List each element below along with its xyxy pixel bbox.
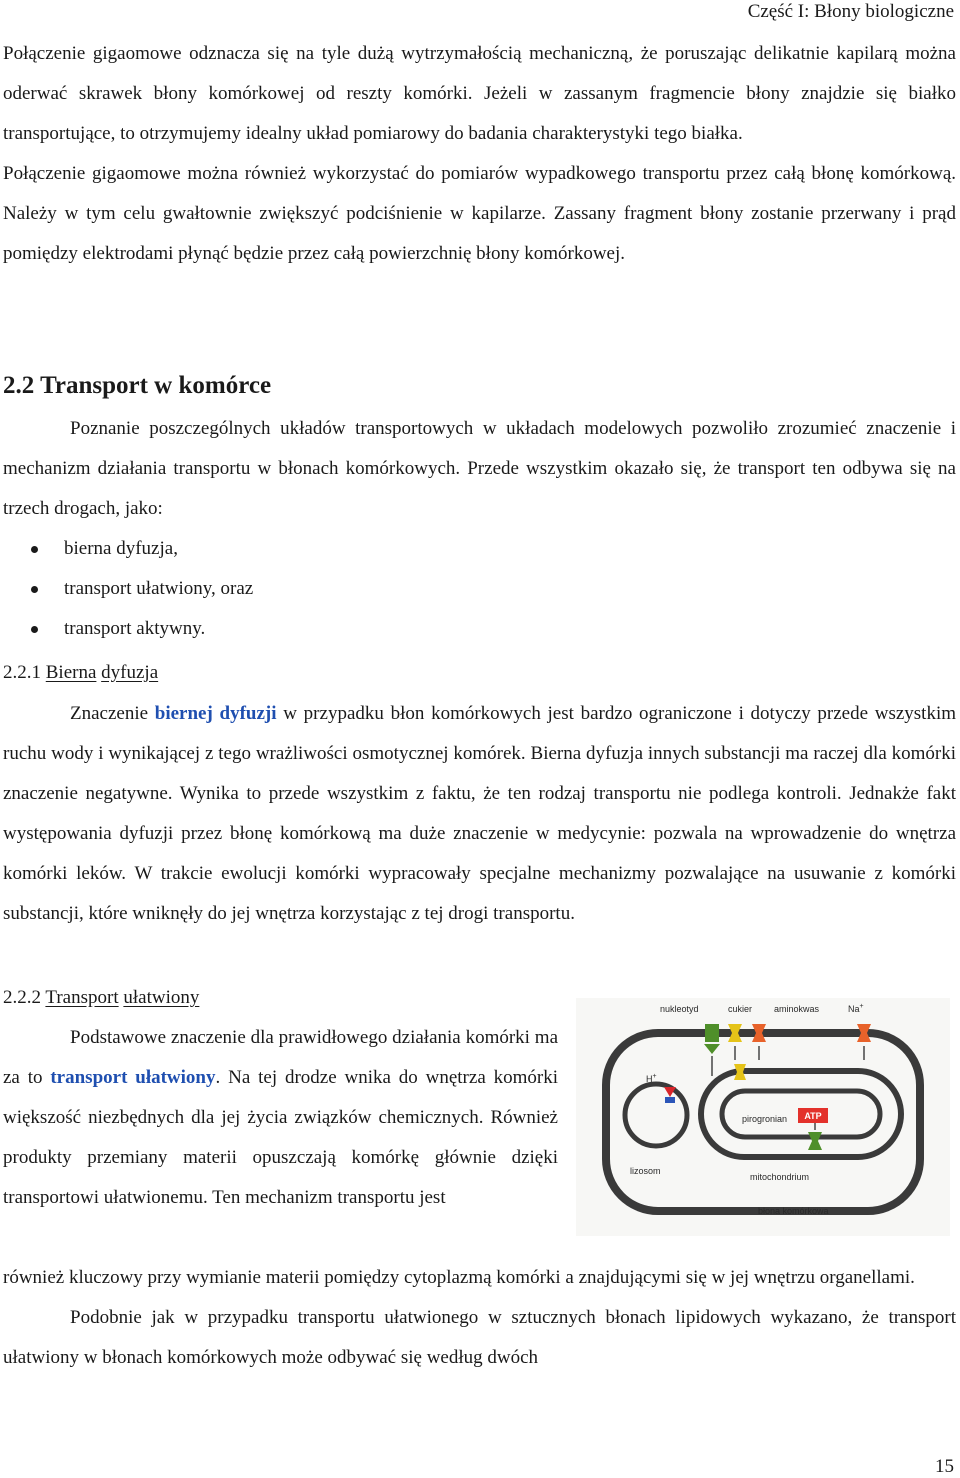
atp-badge <box>798 1108 828 1123</box>
text-run: Znaczenie <box>70 703 149 724</box>
section-number: 2.2.1 <box>3 662 41 683</box>
section-2-2-2-continuation <box>3 1258 956 1378</box>
section-title-word: Transport <box>45 987 119 1008</box>
list-item: bierna dyfuzja, <box>3 529 956 569</box>
section-2-2-paragraph: Poznanie poszczególnych układów transportowych w układach modelowych pozwoliło zrozumieć znaczenie i mechanizm działania transportu w błonach komórkowych. Przede wszystkim okazało się, że transport ten odbywa się na trzech drogach, jako: <box>3 418 956 519</box>
section-heading-2-2-1 <box>3 653 158 693</box>
label-pirogronian: pirogronian <box>742 1114 788 1124</box>
page-number: 15 <box>935 1456 954 1477</box>
paragraph-continuation: również kluczowy przy wymianie materii pomiędzy cytoplazmą komórki a znajdującymi się w jej wnętrzu organellami. <box>3 1267 915 1288</box>
label-na-charge: + <box>859 1003 864 1010</box>
section-heading-2-2-2 <box>3 978 199 1018</box>
keyword-biernej-dyfuzji: biernej dyfuzji <box>154 703 277 724</box>
section-2-2-2-intro <box>3 1018 558 1218</box>
label-h-charge: + <box>652 1073 657 1080</box>
list-item: transport ułatwiony, oraz <box>3 569 956 609</box>
section-2-2-1-paragraph <box>3 694 956 934</box>
paragraph-gigaohm-2: Połączenie gigaomowe można również wykorzystać do pomiarów wypadkowego transportu przez całą błonę komórkową. Należy w tym celu gwałtownie zwiększyć podciśnienie w kapilarze. Zassany fragment błony zostanie przerwany i prąd pomiędzy elektrodami płynąć będzie przez całą powierzchnię błony komórkowej. <box>3 163 956 264</box>
cell-transport-figure <box>576 998 950 1236</box>
text-run: w przypadku błon komórkowych jest bardzo ograniczone i dotyczy przede wszystkim ruchu wody i wynikającej z tego wrażliwości osmotycznej komórek. Bierna dyfuzja innych substancji ma raczej dla komórki znaczenie negatywne. Wynika to przede wszystkim z faktu, że ten rodzaj transportu nie podlega kontroli. Jednakże fakt występowania dyfuzji przez błonę komórkową ma duże znaczenie w medycynie: pozwala na wprowadzenie do wnętrza komórki leków. W trakcie ewolucji komórki wypracowały specjalne mechanizmy pozwalające na usuwanie z komórki substancji, które wniknęły do jej wnętrza korzystając z tej drogi transportu. <box>3 703 957 924</box>
label-mitochondrium: mitochondrium <box>750 1172 810 1182</box>
keyword-transport-ulatwiony: transport ułatwiony <box>50 1067 216 1088</box>
section-2-2-2-paragraph <box>3 1018 558 1218</box>
label-lizosom: lizosom <box>630 1166 661 1176</box>
label-blona: błona komórkowa <box>758 1206 829 1216</box>
text-run: Podstawowe znaczenie dla prawidłowego działania komórki ma za to <box>3 1027 558 1088</box>
section-title: Transport w komórce <box>40 372 272 399</box>
paragraph-gigaohm-1: Połączenie gigaomowe odznacza się na tyle dużą wytrzymałością mechaniczną, że poruszając delikatnie kapilarą można oderwać skrawek błony komórkowej od reszty komórki. Jeżeli w zassanym fragmencie błony znajdzie się białko transportujące, to otrzymujemy idealny układ pomiarowy do badania charakterystyki tego białka. <box>3 43 956 144</box>
paragraph-next: Podobnie jak w przypadku transportu ułatwionego w sztucznych błonach lipidowych wykazano, że transport ułatwiony w błonach komórkowych może odbywać się według dwóch <box>3 1307 956 1368</box>
list-item: transport aktywny. <box>3 609 956 649</box>
section-number: 2.2.2 <box>3 987 41 1008</box>
transport-types-list <box>3 529 956 649</box>
cell-transport-diagram <box>576 998 950 1236</box>
label-atp: ATP <box>804 1111 822 1121</box>
section-2-2-1-body <box>3 694 956 934</box>
label-cukier: cukier <box>728 1004 753 1014</box>
section-heading-2-2 <box>3 366 271 406</box>
label-na: Na <box>848 1004 860 1014</box>
label-h: H <box>646 1074 653 1084</box>
section-number: 2.2 <box>3 372 35 399</box>
section-title-word: ułatwiony <box>123 987 200 1008</box>
running-header: Część I: Błony biologiczne <box>747 1 954 22</box>
label-nukleotyd: nukleotyd <box>660 1004 699 1014</box>
text-run: . Na tej drodze wnika do wnętrza komórki większość niezbędnych dla jej życia związków chemicznych. Również produkty przemiany materii opuszczają komórkę głównie dzięki transportowi ułatwionemu. Ten mechanizm transportu jest <box>3 1067 558 1208</box>
label-aminokwas: aminokwas <box>774 1004 820 1014</box>
section-title-word: Bierna <box>45 662 97 683</box>
text-block-gigaohm <box>3 34 956 274</box>
section-title-word: dyfuzja <box>101 662 159 683</box>
section-2-2-body <box>3 409 956 649</box>
